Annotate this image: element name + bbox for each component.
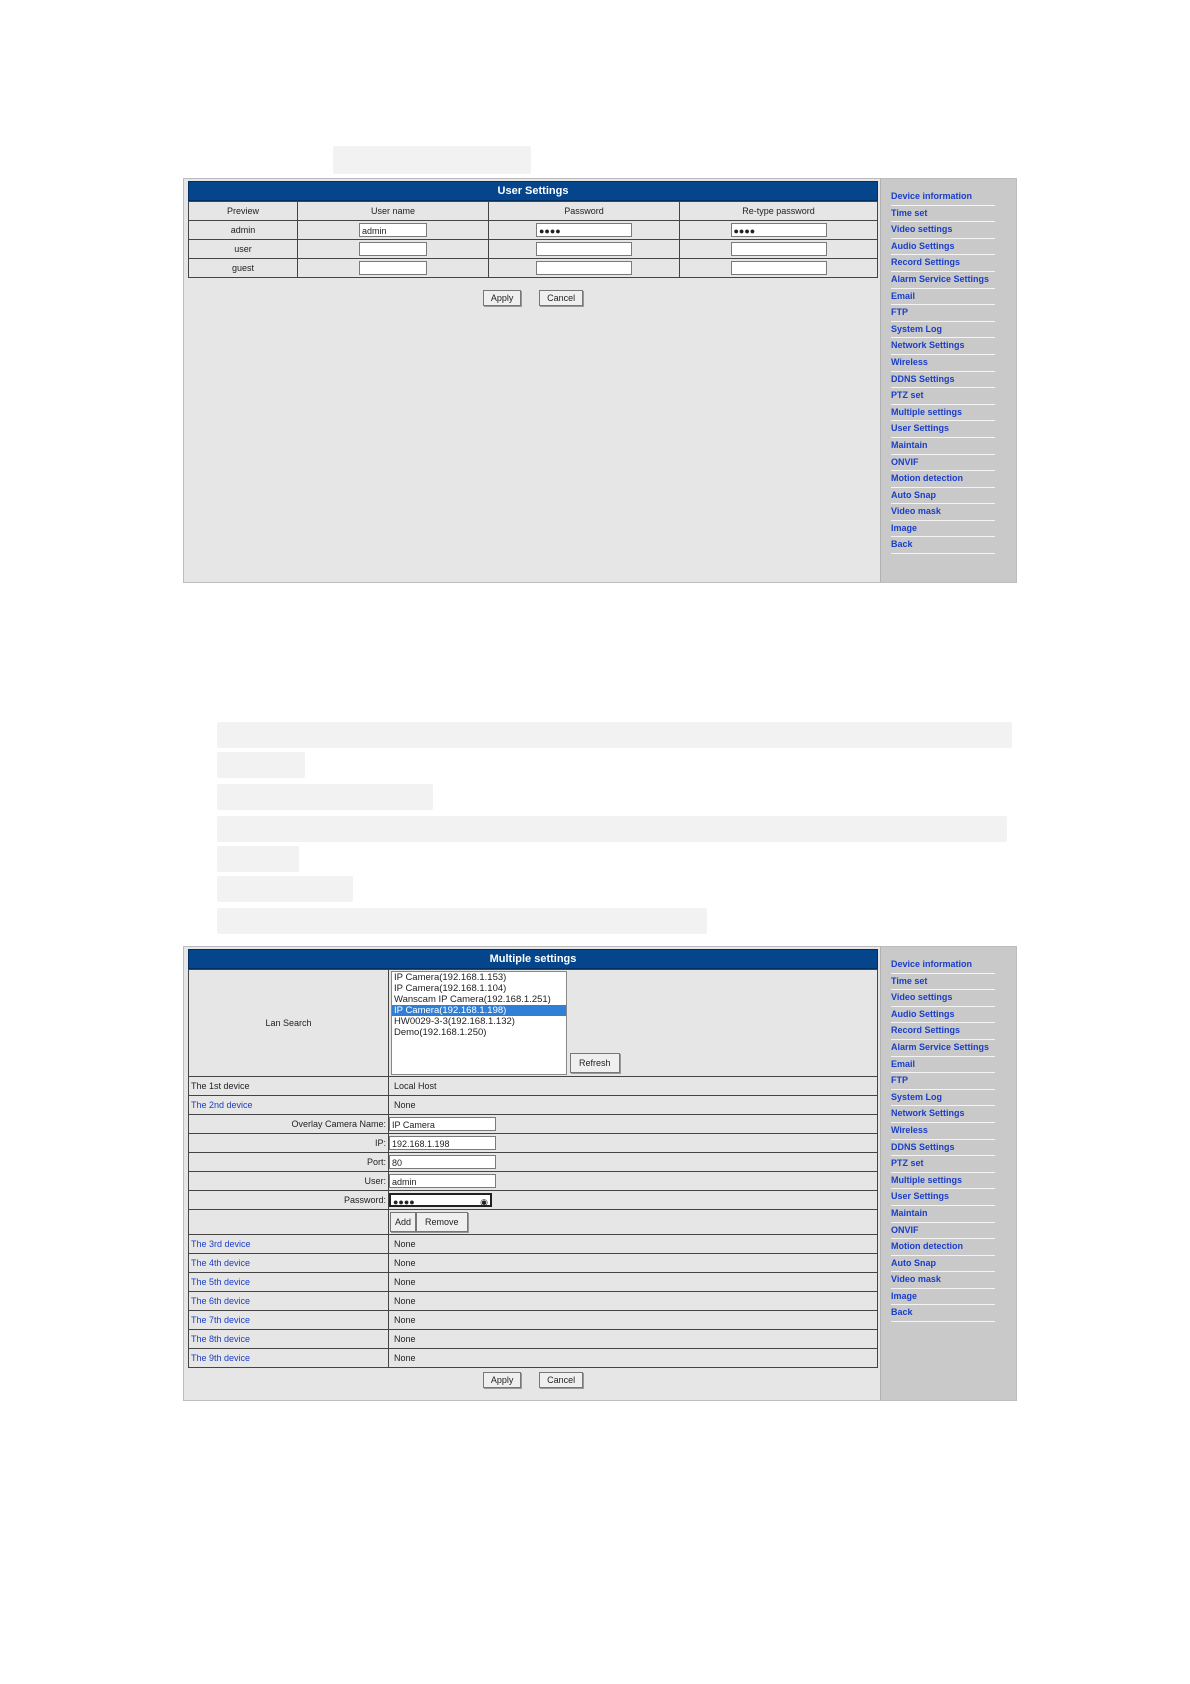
redacted-text: [217, 908, 707, 934]
sidebar-item-network-settings[interactable]: Network Settings: [891, 338, 995, 355]
sidebar-item-multiple-settings[interactable]: Multiple settings: [891, 405, 995, 422]
column-header: User name: [298, 202, 489, 221]
lan-device-list[interactable]: [391, 971, 567, 1075]
sidebar-item-motion-detection[interactable]: Motion detection: [891, 1239, 995, 1256]
sidebar-item-ptz-set[interactable]: PTZ set: [891, 1156, 995, 1173]
sidebar-item-audio-settings[interactable]: Audio Settings: [891, 1007, 995, 1024]
list-item[interactable]: Demo(192.168.1.250): [394, 1027, 487, 1038]
device-row: [189, 1292, 878, 1311]
refresh-button[interactable]: Refresh: [570, 1053, 620, 1073]
password-input[interactable]: [536, 261, 632, 275]
device-value: Local Host: [389, 1077, 878, 1096]
sidebar-item-device-information[interactable]: Device information: [891, 957, 995, 974]
redacted-text: [217, 846, 299, 872]
form-row: [189, 1210, 878, 1235]
field-label: User:: [189, 1172, 389, 1191]
sidebar-item-ddns-settings[interactable]: DDNS Settings: [891, 1140, 995, 1157]
sidebar-item-audio-settings[interactable]: Audio Settings: [891, 239, 995, 256]
add-button[interactable]: Add: [390, 1212, 416, 1232]
lan-search-label: Lan Search: [189, 970, 389, 1077]
eye-icon[interactable]: ◉: [480, 1197, 488, 1207]
apply-button[interactable]: Apply: [483, 290, 522, 306]
redacted-text: [217, 816, 1007, 842]
username-input[interactable]: [359, 242, 427, 256]
camera-name-input[interactable]: IP Camera: [389, 1117, 496, 1131]
redacted-text: [217, 722, 1012, 748]
sidebar-item-email[interactable]: Email: [891, 1057, 995, 1074]
password-input[interactable]: [536, 242, 632, 256]
device-row: [189, 1330, 878, 1349]
sidebar-item-auto-snap[interactable]: Auto Snap: [891, 488, 995, 505]
sidebar-item-video-mask[interactable]: Video mask: [891, 1272, 995, 1289]
sidebar-item-wireless[interactable]: Wireless: [891, 355, 995, 372]
device-link[interactable]: The 5th device: [189, 1273, 389, 1292]
multiple-settings-table: [188, 969, 878, 1368]
sidebar-item-maintain[interactable]: Maintain: [891, 1206, 995, 1223]
username-input[interactable]: [359, 261, 427, 275]
sidebar-item-user-settings[interactable]: User Settings: [891, 421, 995, 438]
field-label: Password:: [189, 1191, 389, 1210]
redacted-text: [217, 876, 353, 902]
retype-password-input[interactable]: [731, 261, 827, 275]
device-row: [189, 1349, 878, 1368]
multiple-settings-screenshot: [183, 946, 1017, 1401]
device-value: None: [389, 1273, 878, 1292]
role-label: admin: [189, 221, 298, 240]
redacted-text: [217, 784, 433, 810]
user-settings-screenshot: [183, 178, 1017, 583]
sidebar-item-wireless[interactable]: Wireless: [891, 1123, 995, 1140]
form-row: [189, 1191, 878, 1210]
sidebar-item-motion-detection[interactable]: Motion detection: [891, 471, 995, 488]
column-header: Re-type password: [680, 202, 878, 221]
device-link[interactable]: The 2nd device: [189, 1096, 389, 1115]
device-label: The 1st device: [189, 1077, 389, 1096]
list-item[interactable]: IP Camera(192.168.1.104): [394, 983, 507, 994]
sidebar-item-user-settings[interactable]: User Settings: [891, 1189, 995, 1206]
list-item-selected[interactable]: IP Camera(192.168.1.198): [392, 1005, 566, 1016]
sidebar-item-record-settings[interactable]: Record Settings: [891, 1023, 995, 1040]
sidebar: [880, 179, 1016, 582]
role-label: guest: [189, 259, 298, 278]
device-link[interactable]: The 8th device: [189, 1330, 389, 1349]
sidebar-item-email[interactable]: Email: [891, 289, 995, 306]
sidebar-item-video-mask[interactable]: Video mask: [891, 504, 995, 521]
list-item[interactable]: Wanscam IP Camera(192.168.1.251): [394, 994, 551, 1005]
sidebar-item-alarm-service-settings[interactable]: Alarm Service Settings: [891, 1040, 995, 1057]
password-input[interactable]: ●●●●: [536, 223, 632, 237]
list-item[interactable]: IP Camera(192.168.1.153): [394, 972, 507, 983]
device-row: [189, 1077, 878, 1096]
sidebar-item-system-log[interactable]: System Log: [891, 322, 995, 339]
table-header-row: [189, 202, 878, 221]
column-header: Preview: [189, 202, 298, 221]
sidebar-item-alarm-service-settings[interactable]: Alarm Service Settings: [891, 272, 995, 289]
sidebar-item-system-log[interactable]: System Log: [891, 1090, 995, 1107]
username-input[interactable]: admin: [359, 223, 427, 237]
device-link[interactable]: The 7th device: [189, 1311, 389, 1330]
sidebar-item-ftp[interactable]: FTP: [891, 1073, 995, 1090]
lan-search-row: [189, 970, 878, 1077]
sidebar-item-ptz-set[interactable]: PTZ set: [891, 388, 995, 405]
role-label: user: [189, 240, 298, 259]
cancel-button[interactable]: Cancel: [539, 290, 583, 306]
sidebar-item-video-settings[interactable]: Video settings: [891, 990, 995, 1007]
sidebar-item-multiple-settings[interactable]: Multiple settings: [891, 1173, 995, 1190]
password-value: ●●●●: [393, 1197, 415, 1207]
field-label: IP:: [189, 1134, 389, 1153]
user-table: [188, 201, 878, 278]
sidebar-item-device-information[interactable]: Device information: [891, 189, 995, 206]
sidebar-item-maintain[interactable]: Maintain: [891, 438, 995, 455]
device-row: [189, 1273, 878, 1292]
ip-input[interactable]: 192.168.1.198: [389, 1136, 496, 1150]
device-row: [189, 1235, 878, 1254]
device-value: None: [389, 1254, 878, 1273]
device-row: [189, 1096, 878, 1115]
table-row: [189, 221, 878, 240]
list-item[interactable]: HW0029-3-3(192.168.1.132): [394, 1016, 515, 1027]
redacted-text: [333, 146, 531, 174]
apply-button[interactable]: Apply: [483, 1372, 522, 1388]
device-row: [189, 1311, 878, 1330]
sidebar-item-video-settings[interactable]: Video settings: [891, 222, 995, 239]
table-row: [189, 240, 878, 259]
page-title: User Settings: [188, 181, 878, 201]
sidebar-item-time-set[interactable]: Time set: [891, 206, 995, 223]
remove-button[interactable]: Remove: [416, 1212, 468, 1232]
sidebar-item-back[interactable]: Back: [891, 1305, 995, 1322]
sidebar-item-back[interactable]: Back: [891, 537, 995, 554]
device-value: None: [389, 1096, 878, 1115]
sidebar-item-onvif[interactable]: ONVIF: [891, 455, 995, 472]
column-header: Password: [489, 202, 680, 221]
form-row: [189, 1172, 878, 1191]
cancel-button[interactable]: Cancel: [539, 1372, 583, 1388]
device-value: None: [389, 1330, 878, 1349]
sidebar-item-auto-snap[interactable]: Auto Snap: [891, 1256, 995, 1273]
retype-password-input[interactable]: ●●●●: [731, 223, 827, 237]
password-field[interactable]: [389, 1193, 492, 1207]
sidebar-item-image[interactable]: Image: [891, 1289, 995, 1306]
form-row: [189, 1134, 878, 1153]
form-row: [189, 1153, 878, 1172]
device-link[interactable]: The 3rd device: [189, 1235, 389, 1254]
sidebar-item-ftp[interactable]: FTP: [891, 305, 995, 322]
field-label: Overlay Camera Name:: [189, 1115, 389, 1134]
sidebar-item-time-set[interactable]: Time set: [891, 974, 995, 991]
device-row: [189, 1254, 878, 1273]
page-title: Multiple settings: [188, 949, 878, 969]
sidebar-item-record-settings[interactable]: Record Settings: [891, 255, 995, 272]
port-input[interactable]: 80: [389, 1155, 496, 1169]
sidebar-item-network-settings[interactable]: Network Settings: [891, 1106, 995, 1123]
device-link[interactable]: The 4th device: [189, 1254, 389, 1273]
sidebar-item-image[interactable]: Image: [891, 521, 995, 538]
field-label: Port:: [189, 1153, 389, 1172]
device-value: None: [389, 1292, 878, 1311]
redacted-text: [217, 752, 305, 778]
device-value: None: [389, 1235, 878, 1254]
device-value: None: [389, 1349, 878, 1368]
device-value: None: [389, 1311, 878, 1330]
form-row: [189, 1115, 878, 1134]
sidebar-item-ddns-settings[interactable]: DDNS Settings: [891, 372, 995, 389]
device-link[interactable]: The 6th device: [189, 1292, 389, 1311]
device-link[interactable]: The 9th device: [189, 1349, 389, 1368]
table-row: [189, 259, 878, 278]
user-input[interactable]: admin: [389, 1174, 496, 1188]
sidebar: [880, 947, 1016, 1400]
sidebar-item-onvif[interactable]: ONVIF: [891, 1223, 995, 1240]
retype-password-input[interactable]: [731, 242, 827, 256]
